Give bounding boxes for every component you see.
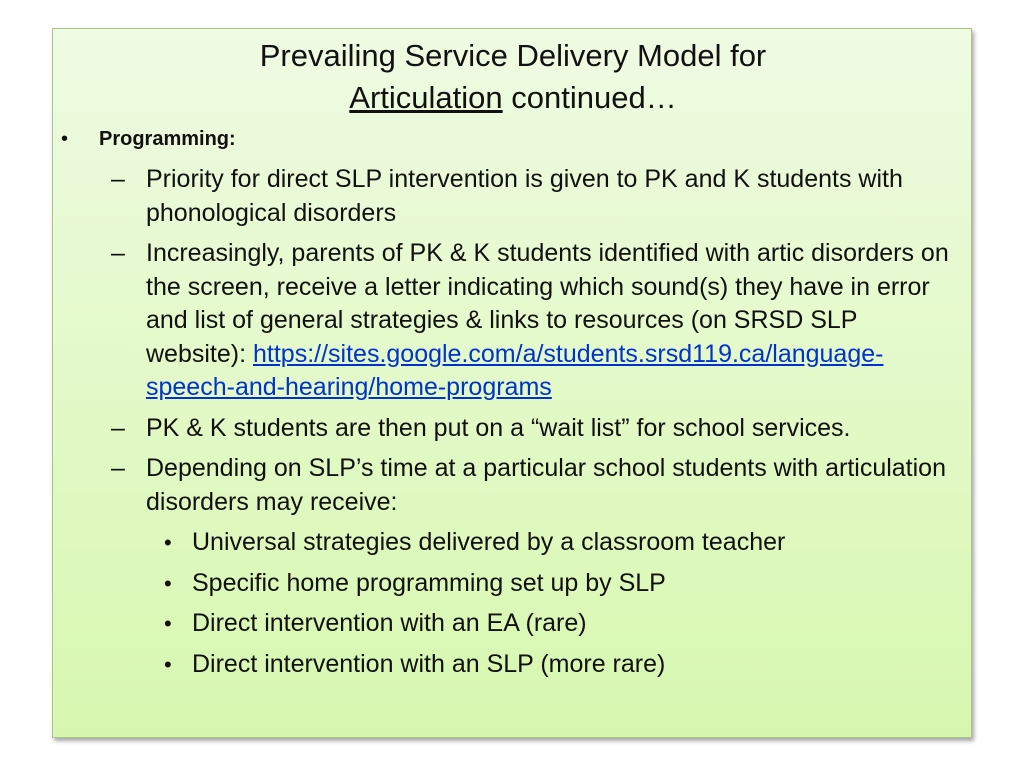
bullet-marker: • [164, 530, 172, 555]
list-item [53, 412, 973, 446]
title-rest: continued… [502, 80, 677, 115]
item-text: Depending on SLP’s time at a particular school students with articulation disorders may receive: [146, 454, 946, 516]
bullet-marker: • [164, 570, 172, 596]
dash-marker: – [111, 239, 125, 267]
list-item [53, 163, 973, 230]
title-underlined-word: Articulation [349, 80, 503, 115]
list-item [53, 237, 973, 405]
bullet-marker: • [164, 611, 172, 636]
programming-heading: Programming: [99, 128, 236, 150]
item-text: Priority for direct SLP intervention is given to PK and K students with phonological disorders [146, 165, 903, 227]
title-line1: Prevailing Service Delivery Model for [259, 38, 767, 73]
slide-panel [52, 28, 972, 738]
dash-marker: – [111, 413, 125, 442]
slide-title [53, 35, 973, 119]
item-text: PK & K students are then put on a “wait list” for school services. [146, 413, 851, 442]
sub-list-item [53, 567, 973, 601]
dash-marker: – [111, 454, 125, 482]
sub-list-item [53, 648, 973, 682]
subitem-text: Universal strategies delivered by a classroom teacher [192, 528, 786, 556]
subitem-text: Direct intervention with an EA (rare) [192, 609, 587, 637]
subitem-text: Direct intervention with an SLP (more rare) [192, 649, 666, 678]
subitem-text: Specific home programming set up by SLP [192, 568, 666, 597]
bullet-programming [53, 123, 973, 155]
sub-list-item [53, 607, 973, 641]
sub-list-item [53, 526, 973, 560]
bullet-marker: • [61, 128, 69, 150]
dash-marker: – [111, 165, 125, 193]
bullet-marker: • [164, 651, 172, 677]
slide-content [53, 123, 973, 681]
item-text: Increasingly, parents of PK & K students identified with artic disorders on the screen, receive a letter indicating which sound(s) they have in error and list of general strategies & links to resources (on SRSD SLP website): [146, 239, 949, 368]
home-programs-link[interactable]: https://sites.google.com/a/students.srsd119.ca/language-speech-and-hearing/home-programs [146, 339, 884, 401]
list-item [53, 452, 973, 519]
